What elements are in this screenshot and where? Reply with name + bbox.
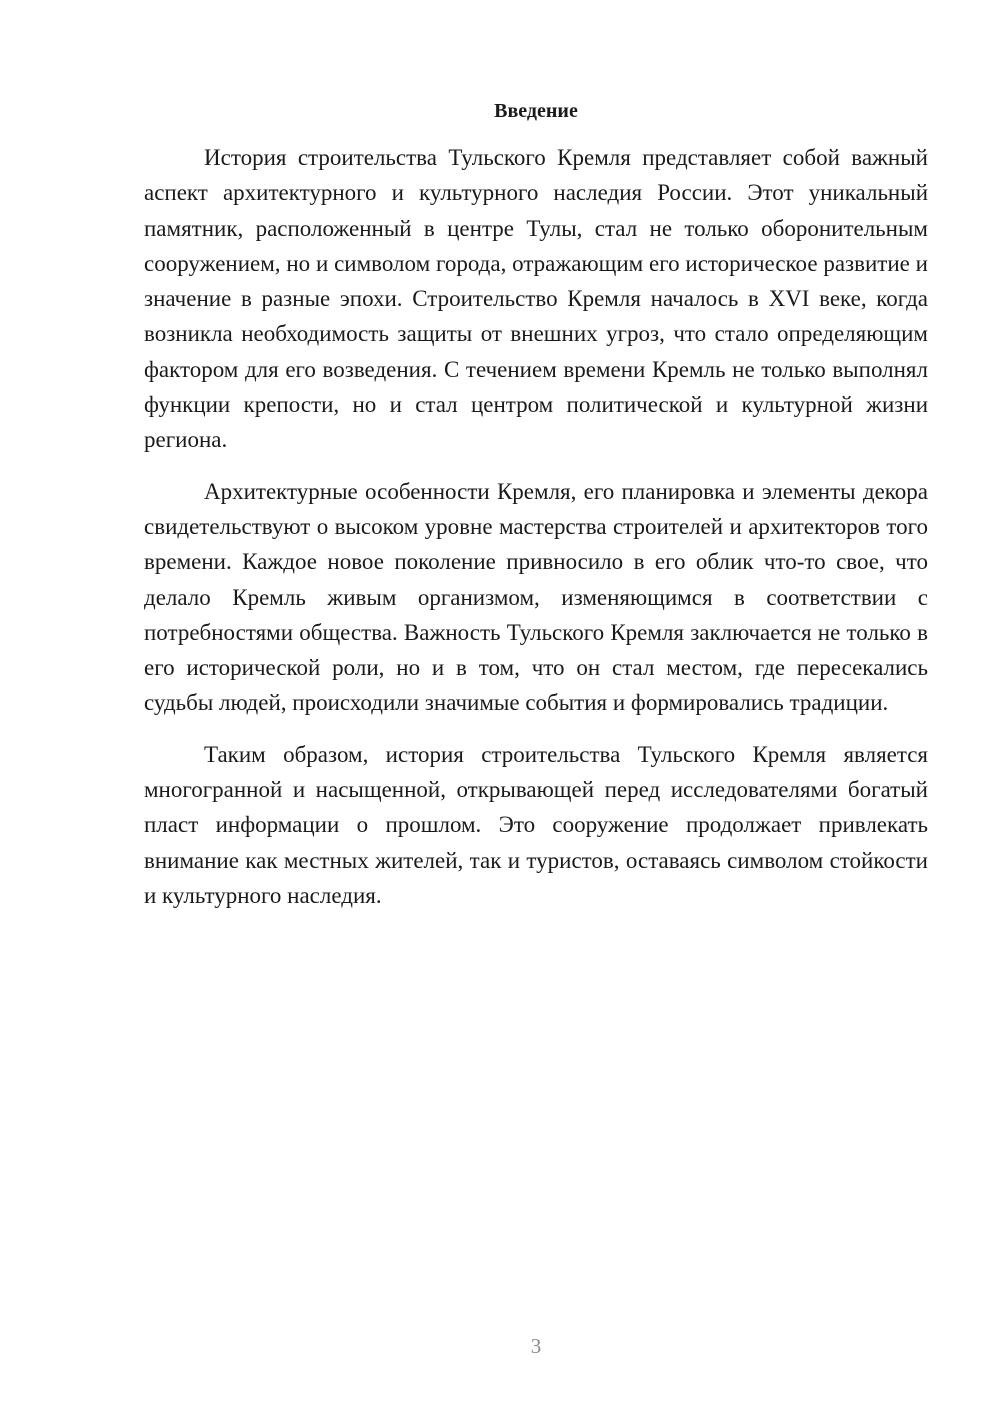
paragraph-1: История строительства Тульского Кремля представляет собой важный аспект архитектурного и культурного наследия России. Этот уникальный памятник, расположенный в центре Тулы, стал не только оборонительным сооружением, но и символом города, отражающим его историческое развитие и значение в разные эпохи. Строительство Кремля началось в XVI веке, когда возникла необходимость защиты от внешних угроз, что стало определяющим фактором для его возведения. С течением времени Кремль не только выполнял функции крепости, но и стал центром политической и культурной жизни региона.	[144, 145, 928, 453]
paragraph-2: Архитектурные особенности Кремля, его планировка и элементы декора свидетельствуют о высоком уровне мастерства строителей и архитекторов того времени. Каждое новое поколение привносило в его облик что-то свое, что делало Кремль живым организмом, изменяющимся в соответствии с потребностями общества. Важность Тульского Кремля заключается не только в его исторической роли, но и в том, что он стал местом, где пересекались судьбы людей, происходили значимые события и формировались традиции.	[144, 478, 928, 716]
page-number: 3	[530, 1334, 542, 1358]
page-content	[144, 96, 928, 929]
section-title: Введение	[494, 100, 578, 122]
paragraph-3: Таким образом, история строительства Тульского Кремля является многогранной и насыщенной, открывающей перед исследователями богатый пласт информации о прошлом. Это сооружение продолжает привлекать внимание как местных жителей, так и туристов, оставаясь символом стойкости и культурного наследия.	[144, 741, 928, 908]
